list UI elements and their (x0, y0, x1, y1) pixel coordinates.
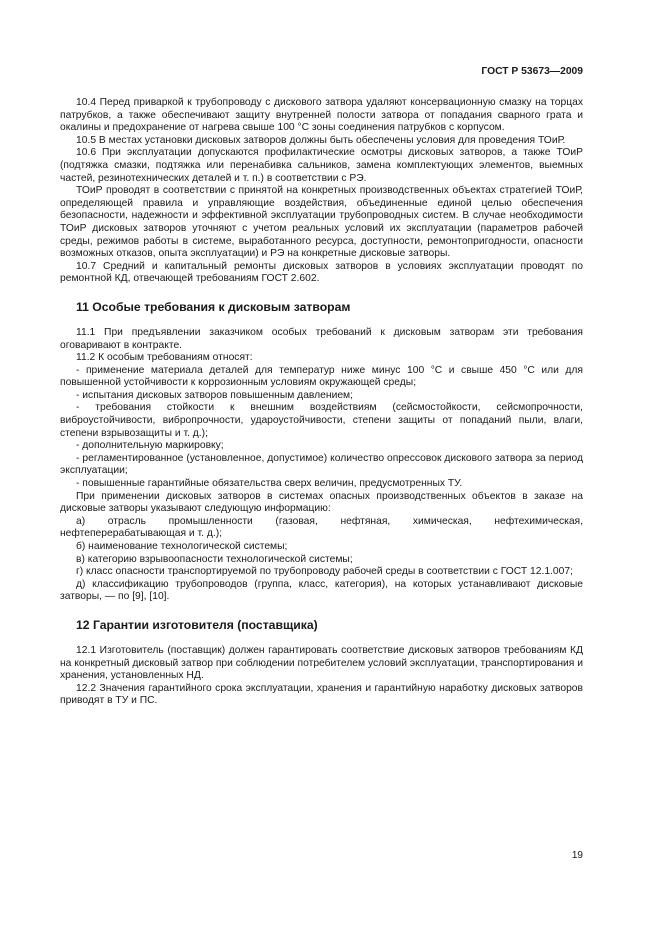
lettered-item: а) отрасль промышленности (газовая, нефтяная, химическая, нефтехимическая, нефтеперерабатывающая и т. д.); (60, 515, 583, 540)
lettered-item: в) категорию взрывоопасности технологической системы; (76, 553, 353, 565)
paragraph-10-7: 10.7 Средний и капитальный ремонты дисковых затворов в условиях эксплуатации проводят по ремонтной КД, отвечающей требованиям ГОСТ 2.602. (60, 260, 583, 285)
paragraph-10-5: 10.5 В местах установки дисковых затворов должны быть обеспечены условия для проведения ТОиР. (76, 134, 566, 146)
page-number: 19 (571, 850, 583, 861)
paragraph-10-6: 10.6 При эксплуатации допускаются профилактические осмотры дисковых затворов, а также ТОиР (подтяжка смазки, подтяжка или перенабивка сальников, замена комплектующих элементов, выемных частей, резинотехнических деталей и т. п.) в соответствии с РЭ. (60, 147, 583, 184)
paragraph-10-4: 10.4 Перед приваркой к трубопроводу с дискового затвора удаляют консервационную смазку на торцах патрубков, а также обеспечивают защиту внутренней полости затвора от попадания сварного грата и окалины и предохранение от нагрева свыше 100 °С зоны соединения патрубков с корпусом. (60, 97, 583, 134)
list-item: - дополнительную маркировку; (76, 440, 224, 452)
paragraph-11-2: 11.2 К особым требованиям относят: (76, 352, 253, 364)
paragraph-12-2: 12.2 Значения гарантийного срока эксплуатации, хранения и гарантийную наработку дисковых затворов приводят в ТУ и ПС. (60, 682, 583, 707)
paragraph-12-1: 12.1 Изготовитель (поставщик) должен гарантировать соответствие дисковых затворов требованиям КД на конкретный дисковый затвор при соблюдении потребителем условий эксплуатации, транспортирования и хранения, установленных НД. (60, 644, 583, 682)
list-item: - требования стойкости к внешним воздействиям (сейсмостойкости, сейсмопрочности, виброустойчивости, вибропрочности, удароустойчивости, степени защиты от попаданий пыли, влаги, степени взрывозащиты и т. д.); (60, 402, 583, 439)
list-item: - испытания дисковых затворов повышенным давлением; (76, 389, 353, 401)
paragraph-10-6-continuation: ТОиР проводят в соответствии с принятой на конкретных производственных объектах стратегией ТОиР, определяющей правила и управляющие воздействия, объединенные единой целью обеспечения безопасности, надежности и эффективной эксплуатации трубопроводных систем. В случае необходимости ТОиР дисковых затворов уточняют с учетом реальных условий их эксплуатации (параметров рабочей среды, режимов работы в системе, выработанного ресурса, доступности, ремонтопригодности, опасности возможных отказов, опыта эксплуатации) и РЭ на конкретные дисковые затворы. (60, 185, 583, 260)
lettered-item: г) класс опасности транспортируемой по трубопроводу рабочей среды в соответствии с ГОСТ 12.1.007; (76, 566, 573, 578)
list-item: - регламентированное (установленное, допустимое) количество опрессовок дискового затвора за период эксплуатации; (60, 452, 583, 477)
document-body (60, 97, 583, 708)
paragraph-hazardous-objects: При применении дисковых затворов в системах опасных производственных объектов в заказе на дисковые затворы указывают следующую информацию: (60, 490, 583, 515)
lettered-item: д) классификацию трубопроводов (группа, класс, категория), на которых устанавливают дисковые затворы, — по [9], [10]. (60, 578, 583, 603)
list-item: - применение материала деталей для температур ниже минус 100 °С и свыше 450 °С или для повышенной устойчивости к коррозионным условиям окружающей среды; (60, 364, 583, 389)
paragraph-11-1: 11.1 При предъявлении заказчиком особых требований к дисковым затворам эти требования оговаривают в контракте. (60, 326, 583, 351)
document-code: ГОСТ Р 53673—2009 (481, 66, 583, 77)
section-11-heading: 11 Особые требования к дисковым затворам (76, 299, 351, 314)
lettered-item: б) наименование технологической системы; (76, 541, 288, 552)
list-item: - повышенные гарантийные обязательства сверх величин, предусмотренных ТУ. (76, 478, 463, 490)
section-12-heading: 12 Гарантии изготовителя (поставщика) (76, 617, 318, 632)
